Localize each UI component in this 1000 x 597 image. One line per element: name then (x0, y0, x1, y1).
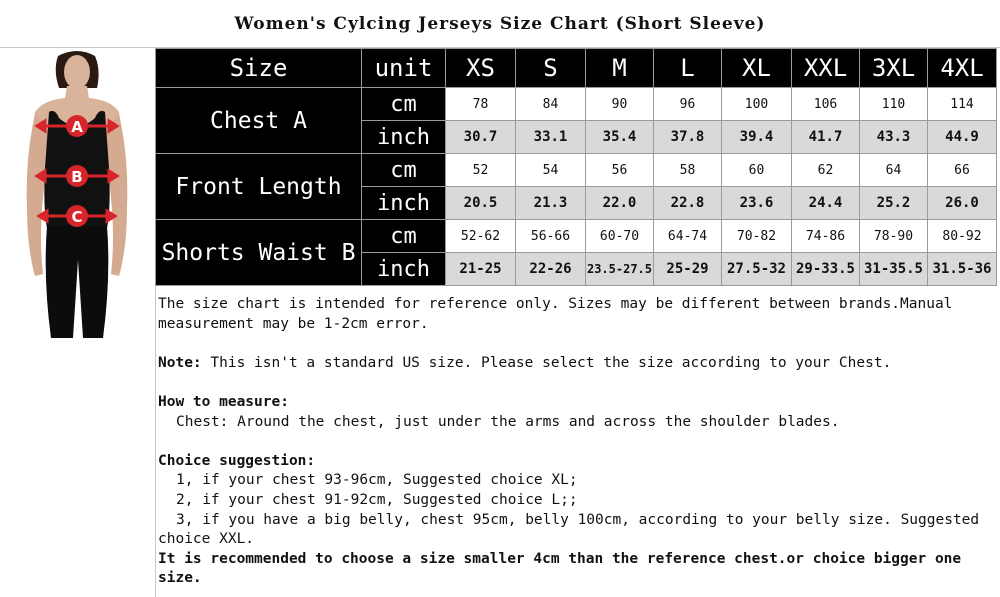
table-cell: 43.3 (860, 121, 928, 154)
size-col-header: M (586, 49, 654, 88)
table-cell: 78-90 (860, 220, 928, 253)
table-header-row (156, 49, 997, 88)
table-cell: 31-35.5 (860, 253, 928, 286)
table-cell: 22.8 (654, 187, 722, 220)
table-cell: 60 (722, 154, 792, 187)
table-cell: 74-86 (792, 220, 860, 253)
table-cell: 56 (586, 154, 654, 187)
size-col-header: 4XL (928, 49, 997, 88)
marker-c-label: C (71, 208, 83, 226)
table-cell: 114 (928, 88, 997, 121)
table-cell: 100 (722, 88, 792, 121)
how-to-measure-heading: How to measure: (158, 393, 289, 410)
size-chart-table (155, 48, 997, 286)
table-cell: 84 (516, 88, 586, 121)
table-cell: 35.4 (586, 121, 654, 154)
note-label: Note: (158, 354, 202, 371)
row-label-chest: Chest A (156, 88, 362, 154)
unit-cell: inch (362, 121, 446, 154)
table-cell: 52 (446, 154, 516, 187)
how-to-measure-text: Chest: Around the chest, just under the arms and across the shoulder blades. (176, 413, 840, 430)
table-cell: 66 (928, 154, 997, 187)
table-cell: 60-70 (586, 220, 654, 253)
table-cell: 64 (860, 154, 928, 187)
table-cell: 110 (860, 88, 928, 121)
choice-item: 3, if you have a big belly, chest 95cm, belly 100cm, according to your belly size. Suggested choice XXL. (158, 511, 988, 548)
table-row (156, 154, 997, 187)
size-header: Size (156, 49, 362, 88)
unit-cell: inch (362, 187, 446, 220)
note-paragraph (158, 354, 996, 374)
size-col-header: XS (446, 49, 516, 88)
table-cell: 30.7 (446, 121, 516, 154)
choice-suggestion-heading: Choice suggestion: (158, 452, 316, 469)
size-col-header: XXL (792, 49, 860, 88)
table-cell: 58 (654, 154, 722, 187)
table-cell: 62 (792, 154, 860, 187)
table-row (156, 88, 997, 121)
table-cell: 44.9 (928, 121, 997, 154)
choice-item: 1, if your chest 93-96cm, Suggested choice XL; (176, 472, 578, 489)
recommendation-text: It is recommended to choose a size smaller 4cm than the reference chest.or choice bigger one size. (158, 550, 970, 587)
table-cell: 23.6 (722, 187, 792, 220)
table-cell: 64-74 (654, 220, 722, 253)
unit-cell: cm (362, 154, 446, 187)
table-cell: 21.3 (516, 187, 586, 220)
table-cell: 33.1 (516, 121, 586, 154)
table-cell: 106 (792, 88, 860, 121)
table-cell: 26.0 (928, 187, 997, 220)
table-cell: 80-92 (928, 220, 997, 253)
disclaimer-text: The size chart is intended for reference only. Sizes may be different between brands.Manual measurement may be 1-2cm error. (158, 296, 962, 332)
table-cell: 39.4 (722, 121, 792, 154)
table-cell: 52-62 (446, 220, 516, 253)
table-cell: 29-33.5 (792, 253, 860, 286)
row-label-shorts-waist: Shorts Waist B (156, 220, 362, 286)
marker-a-label: A (71, 118, 83, 136)
size-col-header: 3XL (860, 49, 928, 88)
table-cell: 56-66 (516, 220, 586, 253)
model-photo (0, 48, 156, 597)
table-cell: 21-25 (446, 253, 516, 286)
unit-cell: inch (362, 253, 446, 286)
unit-header: unit (362, 49, 446, 88)
row-label-front-length: Front Length (156, 154, 362, 220)
table-cell: 24.4 (792, 187, 860, 220)
table-cell: 25-29 (654, 253, 722, 286)
table-cell: 78 (446, 88, 516, 121)
model-figure-illustration (15, 48, 140, 338)
table-cell: 70-82 (722, 220, 792, 253)
table-cell: 22.0 (586, 187, 654, 220)
note-text: This isn't a standard US size. Please select the size according to your Chest. (201, 354, 892, 371)
table-cell: 54 (516, 154, 586, 187)
marker-b-label: B (71, 168, 83, 186)
size-col-header: L (654, 49, 722, 88)
table-row (156, 220, 997, 253)
table-cell: 96 (654, 88, 722, 121)
choice-item: 2, if your chest 91-92cm, Suggested choice L;; (176, 491, 578, 508)
size-col-header: S (516, 49, 586, 88)
page-title: Women's Cylcing Jerseys Size Chart (Short Sleeve) (0, 0, 1000, 48)
table-cell: 20.5 (446, 187, 516, 220)
table-cell: 23.5-27.5 (586, 253, 654, 286)
unit-cell: cm (362, 220, 446, 253)
table-cell: 41.7 (792, 121, 860, 154)
unit-cell: cm (362, 88, 446, 121)
table-cell: 22-26 (516, 253, 586, 286)
notes-section (158, 295, 996, 589)
table-cell: 27.5-32 (722, 253, 792, 286)
table-cell: 31.5-36 (928, 253, 997, 286)
size-col-header: XL (722, 49, 792, 88)
table-cell: 25.2 (860, 187, 928, 220)
table-cell: 90 (586, 88, 654, 121)
table-cell: 37.8 (654, 121, 722, 154)
